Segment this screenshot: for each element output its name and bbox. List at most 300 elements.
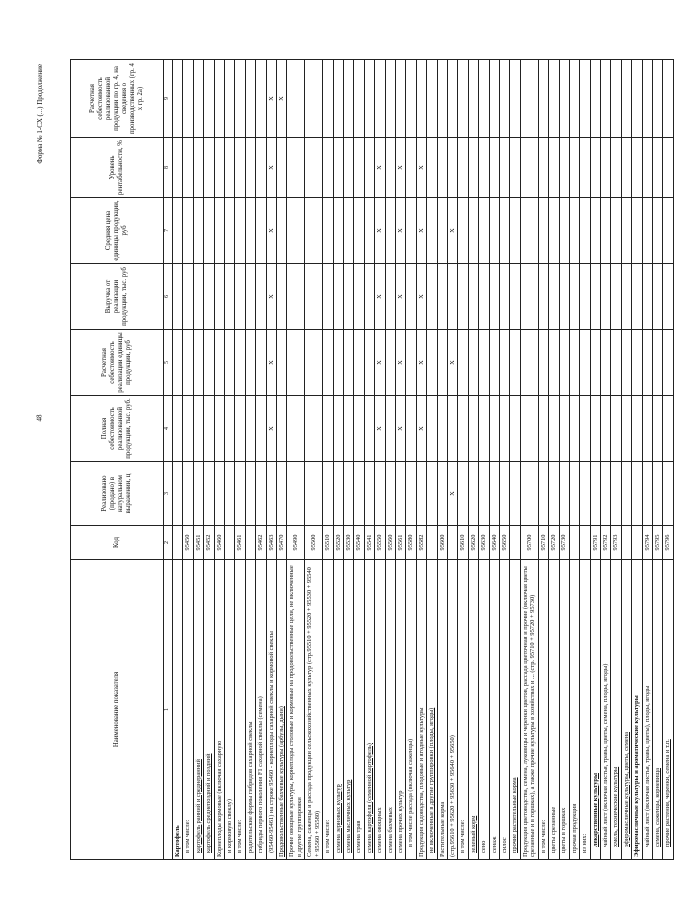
empty-cell — [204, 462, 214, 526]
empty-cell — [458, 264, 468, 330]
column-number: 6 — [164, 264, 173, 330]
empty-cell — [621, 330, 631, 396]
row-name: семена трав — [354, 560, 364, 860]
row-code: 95452 — [204, 526, 214, 560]
row-name: семена масличных культур — [344, 560, 354, 860]
empty-cell — [305, 198, 323, 264]
empty-cell — [499, 138, 509, 198]
empty-cell — [538, 60, 548, 138]
table-row — [193, 60, 203, 860]
empty-cell — [344, 60, 354, 138]
empty-cell — [663, 60, 673, 138]
empty-cell — [396, 60, 406, 138]
table-row — [344, 60, 354, 860]
empty-cell — [489, 330, 499, 396]
row-code: 95461 — [235, 526, 245, 560]
cross-mark: X — [447, 198, 457, 264]
empty-cell — [520, 198, 538, 264]
empty-cell — [632, 462, 642, 526]
row-code: 95796 — [663, 526, 673, 560]
row-code: 95620 — [468, 526, 478, 560]
empty-cell — [224, 462, 234, 526]
row-code: 95500 — [305, 526, 323, 560]
empty-cell — [214, 60, 224, 138]
row-name: семена прочих культур — [396, 560, 406, 860]
empty-cell — [344, 264, 354, 330]
empty-cell — [256, 330, 266, 396]
table-row — [663, 60, 673, 860]
row-code: 95520 — [333, 526, 343, 560]
empty-cell — [653, 60, 663, 138]
empty-cell — [427, 396, 437, 462]
empty-cell — [193, 330, 203, 396]
empty-cell — [447, 138, 457, 198]
empty-cell — [354, 198, 364, 264]
row-code — [173, 526, 183, 560]
empty-cell — [653, 138, 663, 198]
empty-cell — [427, 330, 437, 396]
empty-cell — [333, 138, 343, 198]
header-avg-price: Средняя цена единицы продукции, руб — [71, 198, 164, 264]
empty-cell — [479, 60, 489, 138]
empty-cell — [632, 264, 642, 330]
empty-cell — [468, 330, 478, 396]
empty-cell — [364, 462, 374, 526]
column-number: 1 — [164, 560, 173, 860]
empty-cell — [287, 264, 305, 330]
empty-cell — [276, 264, 286, 330]
empty-cell — [364, 264, 374, 330]
table-row — [653, 60, 663, 860]
empty-cell — [590, 60, 600, 138]
table-row — [245, 60, 255, 860]
empty-cell — [479, 462, 489, 526]
table-row — [642, 60, 652, 860]
empty-cell — [406, 60, 416, 138]
empty-cell — [276, 138, 286, 198]
empty-cell — [193, 264, 203, 330]
table-row — [385, 60, 395, 860]
table-row — [396, 60, 406, 860]
empty-cell — [468, 138, 478, 198]
row-name: чайный лист (включая листья, травы, цветы), плоды, ягоды — [642, 560, 652, 860]
cross-mark: X — [276, 60, 286, 138]
empty-cell — [549, 330, 559, 396]
empty-cell — [224, 264, 234, 330]
table-row — [305, 60, 323, 860]
empty-cell — [549, 264, 559, 330]
empty-cell — [458, 60, 468, 138]
empty-cell — [173, 138, 183, 198]
row-name: Продукция цветоводства, семена, луковицы и черенки цветов, рассада цветочная и прочие (включая цветы срезанные и в горшках), а также прочие культуры в хозяйствах и ... (стр. 95710 + 95720 + 95730) — [520, 560, 538, 860]
table-row — [323, 60, 333, 860]
table-row — [590, 60, 600, 860]
empty-cell — [344, 198, 354, 264]
row-code: 95470 — [276, 526, 286, 560]
empty-cell — [590, 396, 600, 462]
empty-cell — [193, 396, 203, 462]
empty-cell — [601, 462, 611, 526]
cross-mark: X — [396, 264, 406, 330]
cross-mark: X — [416, 138, 426, 198]
empty-cell — [323, 330, 333, 396]
header-full-cost: Полная себестоимость реализованной продукции, тыс. руб. — [71, 396, 164, 462]
empty-cell — [621, 264, 631, 330]
empty-cell — [406, 462, 416, 526]
table-row — [416, 60, 426, 860]
cross-mark: X — [375, 330, 385, 396]
cross-mark: X — [396, 138, 406, 198]
empty-cell — [601, 60, 611, 138]
table-row — [214, 60, 224, 860]
header-calc-cost: Расчетная себестоимость реализованной продукции по гр. 4, на сведения о производственных (гр. 4 х гр. 2а) — [71, 60, 164, 138]
empty-cell — [245, 60, 255, 138]
row-name: Корнеплоды кормовые (включая сахарную — [214, 560, 224, 860]
table-row — [601, 60, 611, 860]
empty-cell — [385, 138, 395, 198]
table-row — [611, 60, 621, 860]
empty-cell — [364, 60, 374, 138]
empty-cell — [266, 462, 276, 526]
column-number: 8 — [164, 138, 173, 198]
row-name: сенаж — [489, 560, 499, 860]
table-row — [427, 60, 437, 860]
empty-cell — [364, 138, 374, 198]
empty-cell — [569, 396, 579, 462]
empty-cell — [333, 60, 343, 138]
empty-cell — [632, 396, 642, 462]
empty-cell — [611, 138, 621, 198]
empty-cell — [193, 138, 203, 198]
empty-cell — [611, 60, 621, 138]
empty-cell — [538, 396, 548, 462]
empty-cell — [173, 330, 183, 396]
empty-cell — [344, 138, 354, 198]
empty-cell — [538, 462, 548, 526]
cross-mark: X — [266, 198, 276, 264]
empty-cell — [204, 138, 214, 198]
empty-cell — [520, 60, 538, 138]
empty-cell — [204, 198, 214, 264]
empty-cell — [642, 330, 652, 396]
empty-cell — [193, 60, 203, 138]
empty-cell — [427, 60, 437, 138]
row-code: 95540 — [354, 526, 364, 560]
cross-mark: X — [266, 396, 276, 462]
row-name: (95460-95461) на строке 95460 - корнеплоды сахарной свеклы и кормовой свеклы — [266, 560, 276, 860]
table-row — [458, 60, 468, 860]
empty-cell — [590, 330, 600, 396]
empty-cell — [549, 138, 559, 198]
empty-cell — [458, 330, 468, 396]
empty-cell — [323, 264, 333, 330]
cross-mark: X — [416, 396, 426, 462]
empty-cell — [385, 60, 395, 138]
empty-cell — [214, 138, 224, 198]
data-table — [70, 59, 674, 860]
cross-mark: X — [396, 198, 406, 264]
empty-cell — [204, 396, 214, 462]
empty-cell — [611, 396, 621, 462]
row-code: 95580 — [406, 526, 416, 560]
row-code: 95460 — [214, 526, 224, 560]
empty-cell — [437, 60, 447, 138]
empty-cell — [632, 60, 642, 138]
empty-cell — [323, 138, 333, 198]
empty-cell — [559, 198, 569, 264]
row-code — [621, 526, 631, 560]
page-number: 48 — [35, 414, 44, 422]
cross-mark: X — [266, 330, 276, 396]
empty-cell — [245, 396, 255, 462]
row-code: 95463 — [266, 526, 276, 560]
empty-cell — [427, 198, 437, 264]
row-code: 95541 — [364, 526, 374, 560]
column-number: 2 — [164, 526, 173, 560]
empty-cell — [276, 462, 286, 526]
row-name: картофель ранний и среднеранний — [193, 560, 203, 860]
empty-cell — [354, 462, 364, 526]
empty-cell — [245, 264, 255, 330]
empty-cell — [458, 396, 468, 462]
empty-cell — [520, 264, 538, 330]
row-code: 95630 — [479, 526, 489, 560]
row-code: 95462 — [256, 526, 266, 560]
empty-cell — [632, 198, 642, 264]
table-row — [580, 60, 590, 860]
cross-mark: X — [266, 264, 276, 330]
empty-cell — [406, 330, 416, 396]
empty-cell — [489, 198, 499, 264]
empty-cell — [224, 330, 234, 396]
table-row — [333, 60, 343, 860]
empty-cell — [520, 396, 538, 462]
empty-cell — [590, 198, 600, 264]
row-name: Продукция садоводства, плодовые и ягодные культуры — [416, 560, 426, 860]
empty-cell — [559, 330, 569, 396]
empty-cell — [224, 138, 234, 198]
empty-cell — [663, 330, 673, 396]
empty-cell — [601, 198, 611, 264]
empty-cell — [653, 198, 663, 264]
row-code: 95710 — [538, 526, 548, 560]
empty-cell — [183, 264, 193, 330]
row-name: в том числе: — [323, 560, 333, 860]
empty-cell — [621, 396, 631, 462]
table-row — [520, 60, 538, 860]
empty-cell — [245, 330, 255, 396]
empty-cell — [510, 396, 520, 462]
empty-cell — [642, 264, 652, 330]
row-name: чайный лист (включая листья, травы, цветы, семена, плоды, ягоды) — [601, 560, 611, 860]
empty-cell — [173, 396, 183, 462]
empty-cell — [468, 198, 478, 264]
row-name: семена зерновых культур — [333, 560, 343, 860]
empty-cell — [549, 60, 559, 138]
empty-cell — [510, 462, 520, 526]
empty-cell — [437, 198, 447, 264]
column-number: 9 — [164, 60, 173, 138]
empty-cell — [173, 198, 183, 264]
row-code: 95794 — [642, 526, 652, 560]
empty-cell — [305, 264, 323, 330]
empty-cell — [396, 462, 406, 526]
empty-cell — [569, 198, 579, 264]
empty-cell — [214, 330, 224, 396]
empty-cell — [427, 138, 437, 198]
row-code: 95610 — [458, 526, 468, 560]
empty-cell — [183, 138, 193, 198]
empty-cell — [214, 264, 224, 330]
empty-cell — [559, 60, 569, 138]
row-code — [569, 526, 579, 560]
row-name: (стр.95610 + 95620 + 95630 + 95640 + 95650) — [447, 560, 457, 860]
table-row — [479, 60, 489, 860]
empty-cell — [447, 396, 457, 462]
empty-cell — [559, 138, 569, 198]
empty-cell — [305, 60, 323, 138]
empty-cell — [323, 60, 333, 138]
table-row — [559, 60, 569, 860]
empty-cell — [642, 462, 652, 526]
header-code: Код — [71, 526, 164, 560]
table-row — [510, 60, 520, 860]
header-name: Наименование показателя — [71, 560, 164, 860]
empty-cell — [235, 330, 245, 396]
empty-cell — [354, 264, 364, 330]
row-name: семена картофеля (семенной картофель) — [364, 560, 374, 860]
empty-cell — [580, 138, 590, 198]
empty-cell — [305, 138, 323, 198]
row-code — [224, 526, 234, 560]
row-code: 95640 — [489, 526, 499, 560]
empty-cell — [333, 396, 343, 462]
empty-cell — [245, 462, 255, 526]
empty-cell — [256, 138, 266, 198]
empty-cell — [458, 198, 468, 264]
row-code: 95792 — [601, 526, 611, 560]
table-body — [173, 60, 674, 860]
row-code: 95582 — [416, 526, 426, 560]
empty-cell — [580, 60, 590, 138]
empty-cell — [323, 198, 333, 264]
row-name: Продовольственные бахчевые культуры (арбузы, дыни) — [276, 560, 286, 860]
row-code — [245, 526, 255, 560]
empty-cell — [214, 462, 224, 526]
table-row — [621, 60, 631, 860]
empty-cell — [499, 264, 509, 330]
cross-mark: X — [447, 462, 457, 526]
empty-cell — [559, 264, 569, 330]
empty-cell — [590, 264, 600, 330]
empty-cell — [621, 462, 631, 526]
empty-cell — [287, 462, 305, 526]
empty-cell — [287, 60, 305, 138]
row-code: 95451 — [193, 526, 203, 560]
empty-cell — [287, 198, 305, 264]
cross-mark: X — [375, 396, 385, 462]
empty-cell — [479, 330, 489, 396]
empty-cell — [437, 264, 447, 330]
empty-cell — [204, 60, 214, 138]
table-row — [447, 60, 457, 860]
table-row — [538, 60, 548, 860]
row-name: в том числе: — [538, 560, 548, 860]
empty-cell — [580, 462, 590, 526]
empty-cell — [344, 396, 354, 462]
empty-cell — [333, 330, 343, 396]
empty-cell — [256, 396, 266, 462]
empty-cell — [520, 138, 538, 198]
row-code — [632, 526, 642, 560]
empty-cell — [468, 396, 478, 462]
row-code: 95530 — [344, 526, 354, 560]
row-code: 95561 — [396, 526, 406, 560]
empty-cell — [416, 462, 426, 526]
row-name: Прочие овощные культуры, корнеплоды столовые и кормовые на продовольственные цели, не включенные в другие группировки — [287, 560, 305, 860]
row-name: не включенные в другие группировки (плоды, ягоды) — [427, 560, 437, 860]
empty-cell — [632, 138, 642, 198]
empty-cell — [611, 264, 621, 330]
table-row — [266, 60, 276, 860]
empty-cell — [193, 198, 203, 264]
row-code: 95550 — [375, 526, 385, 560]
empty-cell — [385, 264, 395, 330]
table-row — [256, 60, 266, 860]
empty-cell — [385, 198, 395, 264]
row-code: 95560 — [385, 526, 395, 560]
empty-cell — [489, 264, 499, 330]
empty-cell — [499, 330, 509, 396]
empty-cell — [569, 462, 579, 526]
row-code: 95730 — [559, 526, 569, 560]
row-code: 95791 — [590, 526, 600, 560]
column-number: 7 — [164, 198, 173, 264]
empty-cell — [173, 60, 183, 138]
empty-cell — [385, 330, 395, 396]
row-name: прочая продукция — [569, 560, 579, 860]
empty-cell — [642, 198, 652, 264]
empty-cell — [621, 198, 631, 264]
table-row — [437, 60, 447, 860]
column-number: 5 — [164, 330, 173, 396]
table-row — [489, 60, 499, 860]
empty-cell — [406, 198, 416, 264]
table-row — [468, 60, 478, 860]
empty-cell — [520, 330, 538, 396]
empty-cell — [333, 462, 343, 526]
empty-cell — [204, 330, 214, 396]
empty-cell — [458, 138, 468, 198]
cross-mark: X — [396, 330, 406, 396]
empty-cell — [276, 198, 286, 264]
empty-cell — [569, 330, 579, 396]
row-code: 95700 — [520, 526, 538, 560]
table-row — [235, 60, 245, 860]
empty-cell — [538, 264, 548, 330]
empty-cell — [406, 396, 416, 462]
empty-cell — [173, 264, 183, 330]
empty-cell — [406, 138, 416, 198]
empty-cell — [364, 198, 374, 264]
table-row — [173, 60, 183, 860]
empty-cell — [489, 138, 499, 198]
empty-cell — [276, 330, 286, 396]
empty-cell — [510, 198, 520, 264]
empty-cell — [601, 138, 611, 198]
table-row — [276, 60, 286, 860]
empty-cell — [489, 396, 499, 462]
